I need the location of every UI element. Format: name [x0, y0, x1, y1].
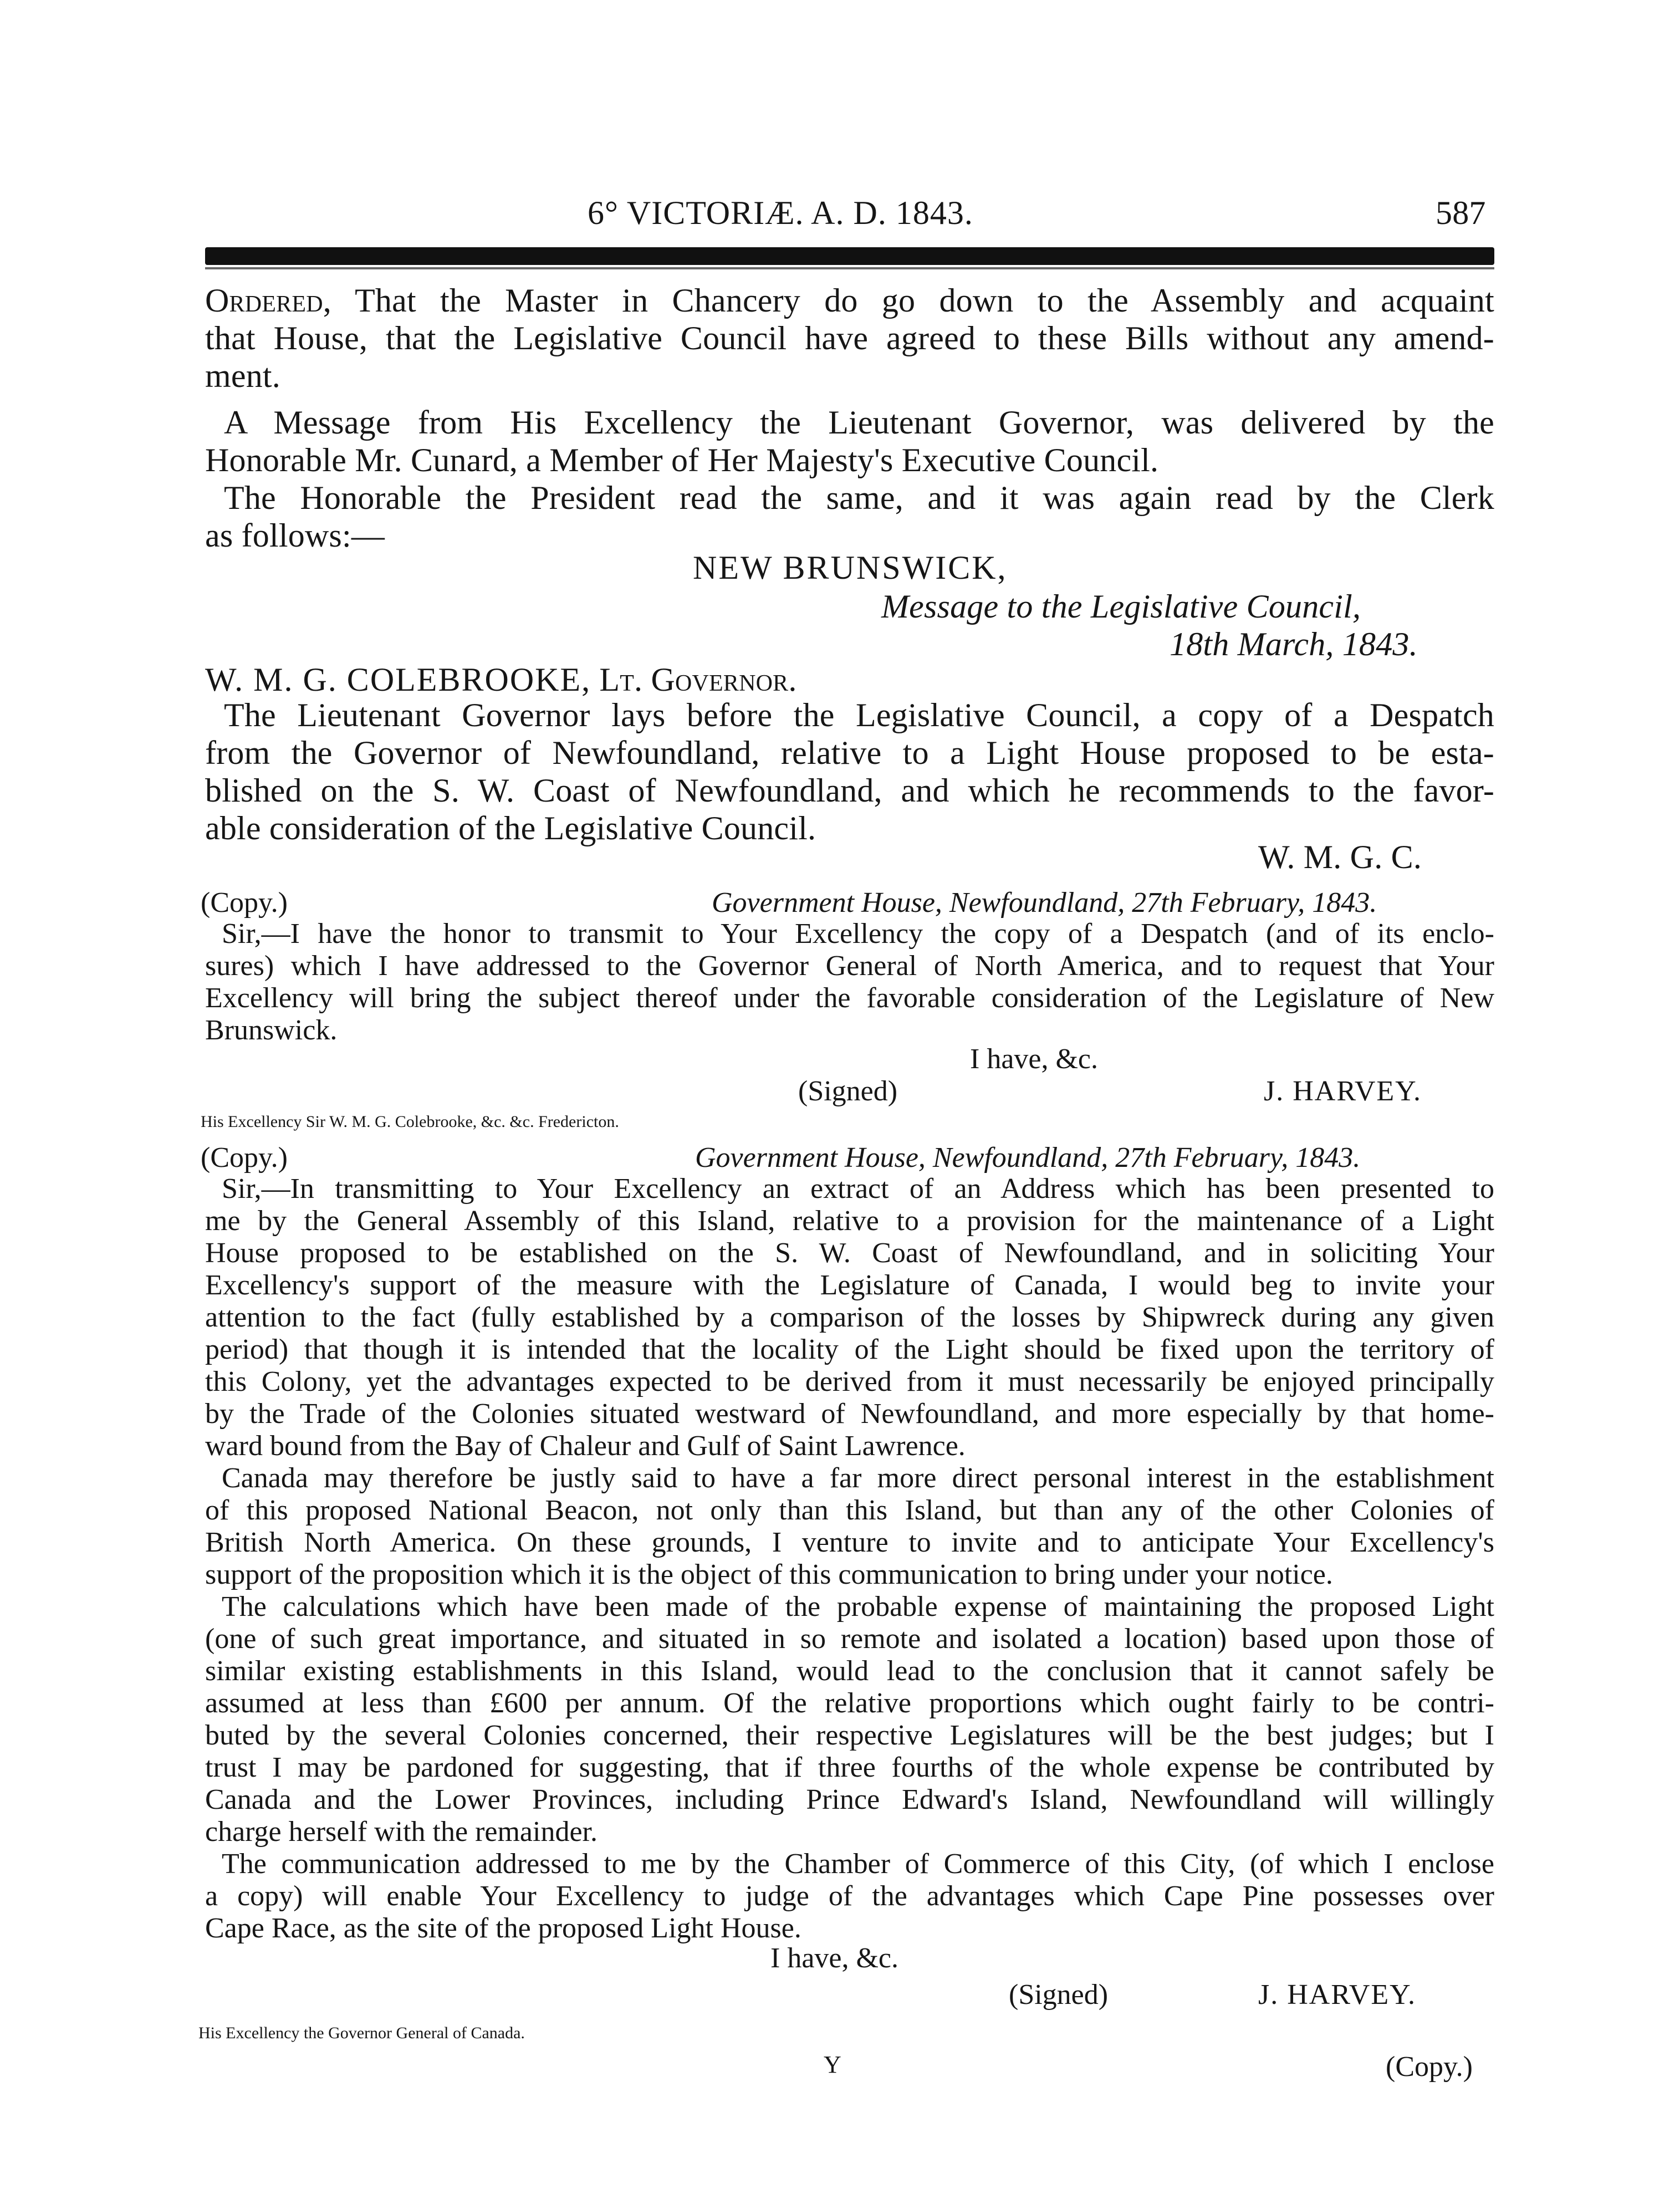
message-date [1170, 625, 1418, 663]
despatch2-line: me by the General Assembly of this Island, relative to a provision for the maintenance of a Light [205, 1205, 1494, 1237]
despatch2-line: assumed at less than £600 per annum. Of the relative proportions which ought fairly to be contri- [205, 1687, 1494, 1719]
despatch2-line: of this proposed National Beacon, not only than this Island, but than any of the other Colonies of [205, 1494, 1494, 1526]
despatch2-line: ward bound from the Bay of Chaleur and Gulf of Saint Lawrence. [205, 1430, 966, 1462]
despatch1-line: Brunswick. [205, 1014, 338, 1046]
despatch1-body [205, 918, 1494, 1047]
despatch1-place-date: Government House, Newfoundland, 27th February, 1843. [712, 887, 1377, 919]
ordered-line: ment. [205, 358, 280, 394]
page-number: 587 [1436, 195, 1486, 231]
despatch2-signature: J. HARVEY. [1258, 1979, 1417, 2011]
message-body-line: blished on the S. W. Coast of Newfoundland, and which he recommends to the favor- [205, 772, 1494, 809]
despatch1-copy-label: (Copy.) [201, 887, 288, 919]
ordered-paragraph [205, 282, 1494, 395]
message-body-line: The Lieutenant Governor lays before the Legislative Council, a copy of a Despatch [224, 697, 1494, 733]
despatch2-line: Cape Race, as the site of the proposed Light House. [205, 1912, 801, 1944]
header-rule-thin [205, 267, 1494, 269]
despatch2-line: attention to the fact (fully established by a comparison of the losses by Shipwreck during any given [205, 1302, 1494, 1333]
despatch1-line: Excellency will bring the subject thereof under the favorable consideration of the Legislature of New [205, 982, 1494, 1014]
message-body [205, 696, 1494, 847]
despatch2-line: Canada and the Lower Provinces, including Prince Edward's Island, Newfoundland will willingly [205, 1784, 1494, 1815]
despatch2-line: The communication addressed to me by the Chamber of Commerce of this City, (of which I enclose [222, 1848, 1494, 1880]
message-initials: W. M. G. C. [1258, 839, 1422, 875]
despatch2-line: buted by the several Colonies concerned, their respective Legislatures will be the best judges; but I [205, 1720, 1494, 1751]
despatch1-line: Sir,—I have the honor to transmit to Your Excellency the copy of a Despatch (and of its enclo- [222, 918, 1494, 950]
despatch2-paragraph-3 [205, 1591, 1494, 1848]
running-header-title: 6° VICTORIÆ. A. D. 1843. [588, 195, 973, 231]
despatch2-line: trust I may be pardoned for suggesting, that if three fourths of the whole expense be contributed by [205, 1752, 1494, 1783]
despatch2-signed: (Signed) [1009, 1979, 1109, 2011]
despatch2-line: House proposed to be established on the S. W. Coast of Newfoundland, and in soliciting Your [205, 1237, 1494, 1269]
message-delivery-line: A Message from His Excellency the Lieutenant Governor, was delivered by the [224, 404, 1494, 441]
despatch2-line: Sir,—In transmitting to Your Excellency an extract of an Address which has been presented to [222, 1173, 1494, 1205]
despatch1-signed: (Signed) [798, 1075, 898, 1107]
message-province: NEW BRUNSWICK, [693, 549, 1008, 586]
message-delivery-paragraph [205, 404, 1494, 479]
ordered-lead: Ordered, [205, 282, 331, 319]
signature-mark: Y [824, 2051, 841, 2078]
despatch2-copy-label: (Copy.) [201, 1142, 288, 1174]
despatch2-place-date: Government House, Newfoundland, 27th February, 1843. [695, 1142, 1361, 1174]
message-subtitle: Message to the Legislative Council, [881, 588, 1361, 625]
message-date-text: 18th March, 1843. [1170, 626, 1418, 662]
despatch2-line: (one of such great importance, and situated in so remote and isolated a location) based upon those of [205, 1623, 1494, 1655]
despatch2-line: this Colony, yet the advantages expected to be derived from it must necessarily be enjoyed principally [205, 1366, 1494, 1397]
despatch1-signature: J. HARVEY. [1264, 1075, 1422, 1107]
despatch2-paragraph-4 [205, 1848, 1494, 1945]
message-body-line: from the Governor of Newfoundland, relative to a Light House proposed to be esta- [205, 734, 1494, 771]
governor-title: Lt. Governor. [591, 661, 797, 698]
despatch2-paragraph-2 [205, 1462, 1494, 1591]
ordered-line: That the Master in Chancery do go down to the Assembly and acquaint [331, 282, 1494, 319]
despatch2-line: British North America. On these grounds, I venture to invite and to anticipate Your Excellency's [205, 1527, 1494, 1558]
header-rule [205, 247, 1494, 265]
despatch2-closing: I have, &c. [770, 1942, 899, 1974]
despatch1-addressee: His Excellency Sir W. M. G. Colebrooke, &c. &c. Fredericton. [201, 1113, 619, 1131]
president-read-paragraph [205, 479, 1494, 554]
despatch2-line: The calculations which have been made of the probable expense of maintaining the proposed Light [222, 1591, 1494, 1623]
president-read-line: as follows:— [205, 517, 385, 554]
message-body-line: able consideration of the Legislative Council. [205, 810, 816, 846]
despatch1-line: sures) which I have addressed to the Governor General of North America, and to request that Your [205, 950, 1494, 982]
president-read-line: The Honorable the President read the same, and it was again read by the Clerk [224, 479, 1494, 516]
despatch1-closing: I have, &c. [970, 1043, 1099, 1075]
ordered-line: that House, that the Legislative Council have agreed to these Bills without any amend- [205, 320, 1494, 356]
despatch2-line: by the Trade of the Colonies situated westward of Newfoundland, and more especially by that home- [205, 1398, 1494, 1430]
despatch2-line: similar existing establishments in this Island, would lead to the conclusion that it cannot safely be [205, 1655, 1494, 1687]
despatch2-line: Canada may therefore be justly said to have a far more direct personal interest in the establishment [222, 1462, 1494, 1494]
governor-line [205, 661, 797, 698]
catchword: (Copy.) [1386, 2051, 1473, 2083]
despatch2-line: support of the proposition which it is the object of this communication to bring under your notice. [205, 1559, 1333, 1590]
message-delivery-line: Honorable Mr. Cunard, a Member of Her Majesty's Executive Council. [205, 442, 1159, 478]
despatch2-paragraph-1 [205, 1173, 1494, 1462]
despatch2-line: Excellency's support of the measure with the Legislature of Canada, I would beg to invite your [205, 1269, 1494, 1301]
despatch2-line: period) that though it is intended that the locality of the Light should be fixed upon the territory of [205, 1334, 1494, 1365]
despatch2-addressee: His Excellency the Governor General of Canada. [198, 2024, 525, 2042]
governor-name: W. M. G. COLEBROOKE, [205, 661, 591, 698]
despatch2-line: charge herself with the remainder. [205, 1816, 598, 1848]
despatch2-line: a copy) will enable Your Excellency to judge of the advantages which Cape Pine possesses over [205, 1880, 1494, 1912]
